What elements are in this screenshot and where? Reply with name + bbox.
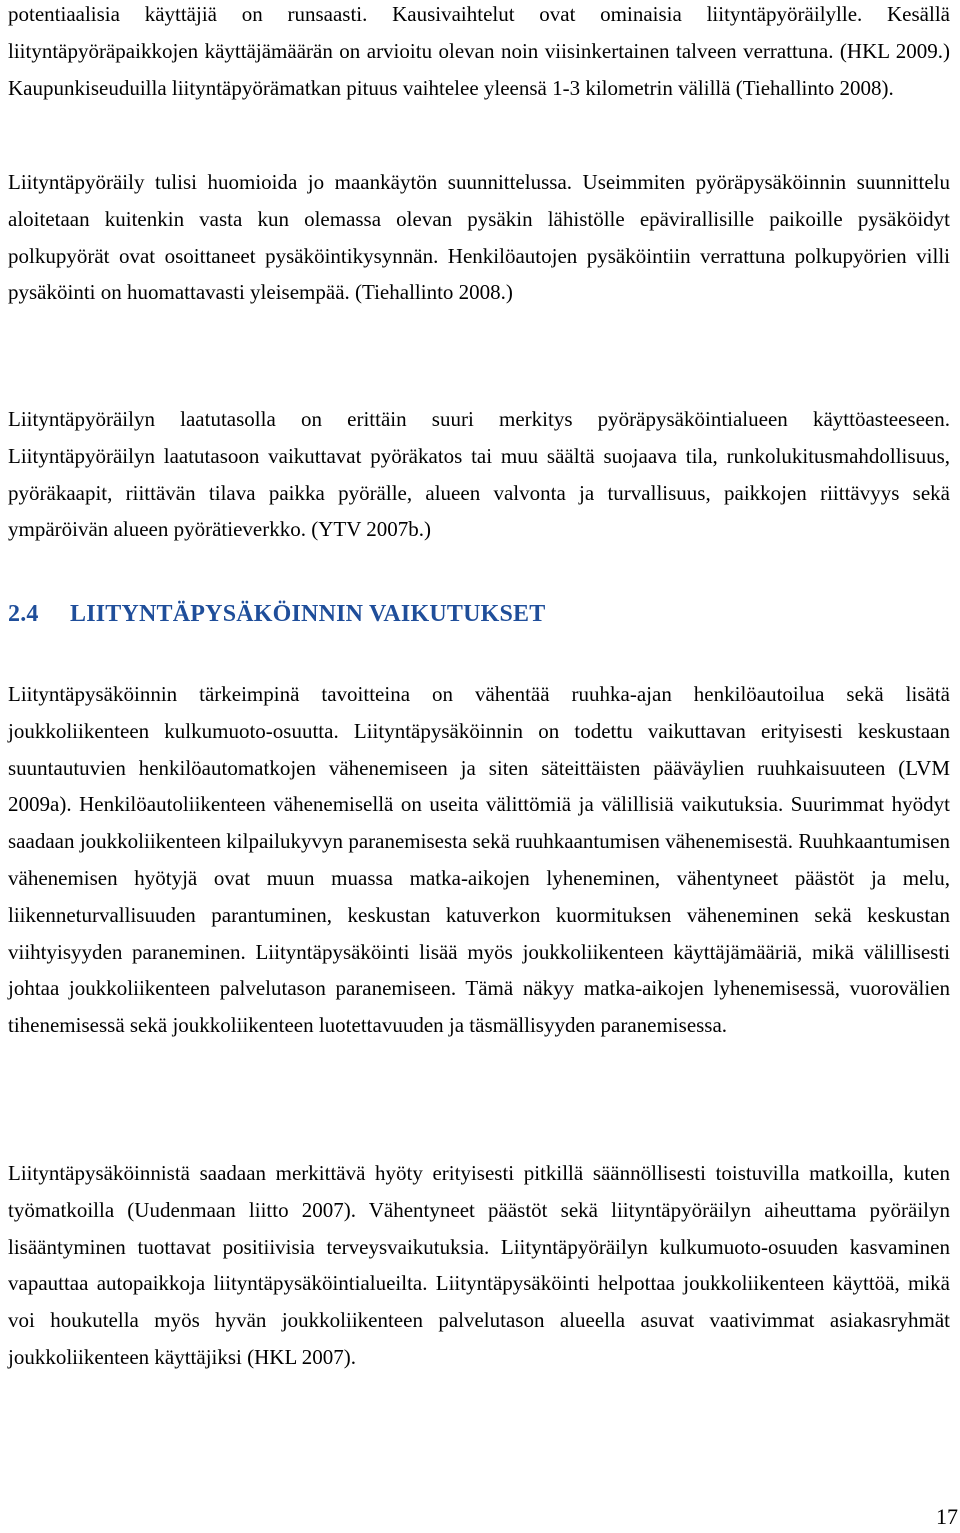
paragraph-benefits: Liityntäpysäköinnistä saadaan merkittävä hyöty erityisesti pitkillä säännöllisesti toistuvilla matkoilla, kuten työmatkoilla (Uudenmaan liitto 2007). Vähentyneet päästöt sekä liityntäpyöräilyn aiheuttama pyöräilyn lisääntyminen tuottavat positiivisia terveysvaikutuksia. Liityntäpyöräilyn kulkumuoto-osuuden kasvaminen vapauttaa autopaikkoja liityntäpysäköintialueilta. Liityntäpysäköinti helpottaa joukkoliikenteen käyttöä, mikä voi houkutella myös hyvän joukkoliikenteen palvelutason alueella asuvat vaativimmat asiakasryhmät joukkoliikenteen käyttäjiksi (HKL 2007). bbox=[8, 1161, 950, 1369]
paragraph-intro: potentiaalisia käyttäjiä on runsaasti. Kausivaihtelut ovat ominaisia liityntäpyöräilylle. Kesällä liityntäpyöräpaikkojen käyttäjämäärän on arvioitu olevan noin viisinkertainen talveen verrattuna. (HKL 2009.) Kaupunkiseuduilla liityntäpyörämatkan pituus vaihtelee yleensä 1-3 kilometrin välillä (Tiehallinto 2008). bbox=[8, 2, 950, 100]
section-number: 2.4 bbox=[8, 601, 39, 627]
paragraph-quality: Liityntäpyöräilyn laatutasolla on erittäin suuri merkitys pyöräpysäköintialueen käyttöasteeseen. Liityntäpyöräilyn laatutasoon vaikuttavat pyöräkatos tai muu säältä suojaava tila, runkolukitusmahdollisuus, pyöräkaapit, riittävän tilava paikka pyörälle, alueen valvonta ja turvallisuus, paikkojen riittävyys sekä ympäröivän alueen pyörätieverkko. (YTV 2007b.) bbox=[8, 407, 950, 542]
section-title: LIITYNTÄPYSÄKÖINNIN VAIKUTUKSET bbox=[70, 601, 546, 627]
paragraph-land-use: Liityntäpyöräily tulisi huomioida jo maankäytön suunnittelussa. Useimmiten pyöräpysäköinnin suunnittelu aloitetaan kuitenkin vasta kun olemassa olevan pysäkin lähistölle epävirallisille paikoille pysäköidyt polkupyörät ovat osoittaneet pysäköintikysynnän. Henkilöautojen pysäköintiin verrattuna polkupyörien villi pysäköinti on huomattavasti yleisempää. (Tiehallinto 2008.) bbox=[8, 170, 950, 305]
section-heading bbox=[8, 596, 545, 632]
paragraph-objectives: Liityntäpysäköinnin tärkeimpinä tavoitteina on vähentää ruuhka-ajan henkilöautoilua sekä lisätä joukkoliikenteen kulkumuoto-osuutta. Liityntäpysäköinnin on todettu vaikuttavan erityisesti keskustaan suuntautuvien henkilöautomatkojen vähenemiseen ja siten säteittäisten pääväylien ruuhkaisuuteen (LVM 2009a). Henkilöautoliikenteen vähenemisellä on useita välittömiä ja välillisiä vaikutuksia. Suurimmat hyödyt saadaan joukkoliikenteen kilpailukyvyn paranemisesta sekä ruuhkaantumisen vähenemisestä. Ruuhkaantumisen vähenemisen hyötyjä ovat muun muassa matka-aikojen lyheneminen, vähentyneet päästöt ja melu, liikenneturvallisuuden parantuminen, keskustan katuverkon kuormituksen väheneminen sekä keskustan viihtyisyyden paraneminen. Liityntäpysäköinti lisää myös joukkoliikenteen käyttäjämääriä, mikä välillisesti johtaa joukkoliikenteen palvelutason paranemiseen. Tämä näkyy matka-aikojen lyhenemisessä, vuorovälien tihenemisessä sekä joukkoliikenteen luotettavuuden ja täsmällisyyden paranemisessa. bbox=[8, 682, 950, 1038]
page-number: 17 bbox=[936, 1504, 958, 1529]
